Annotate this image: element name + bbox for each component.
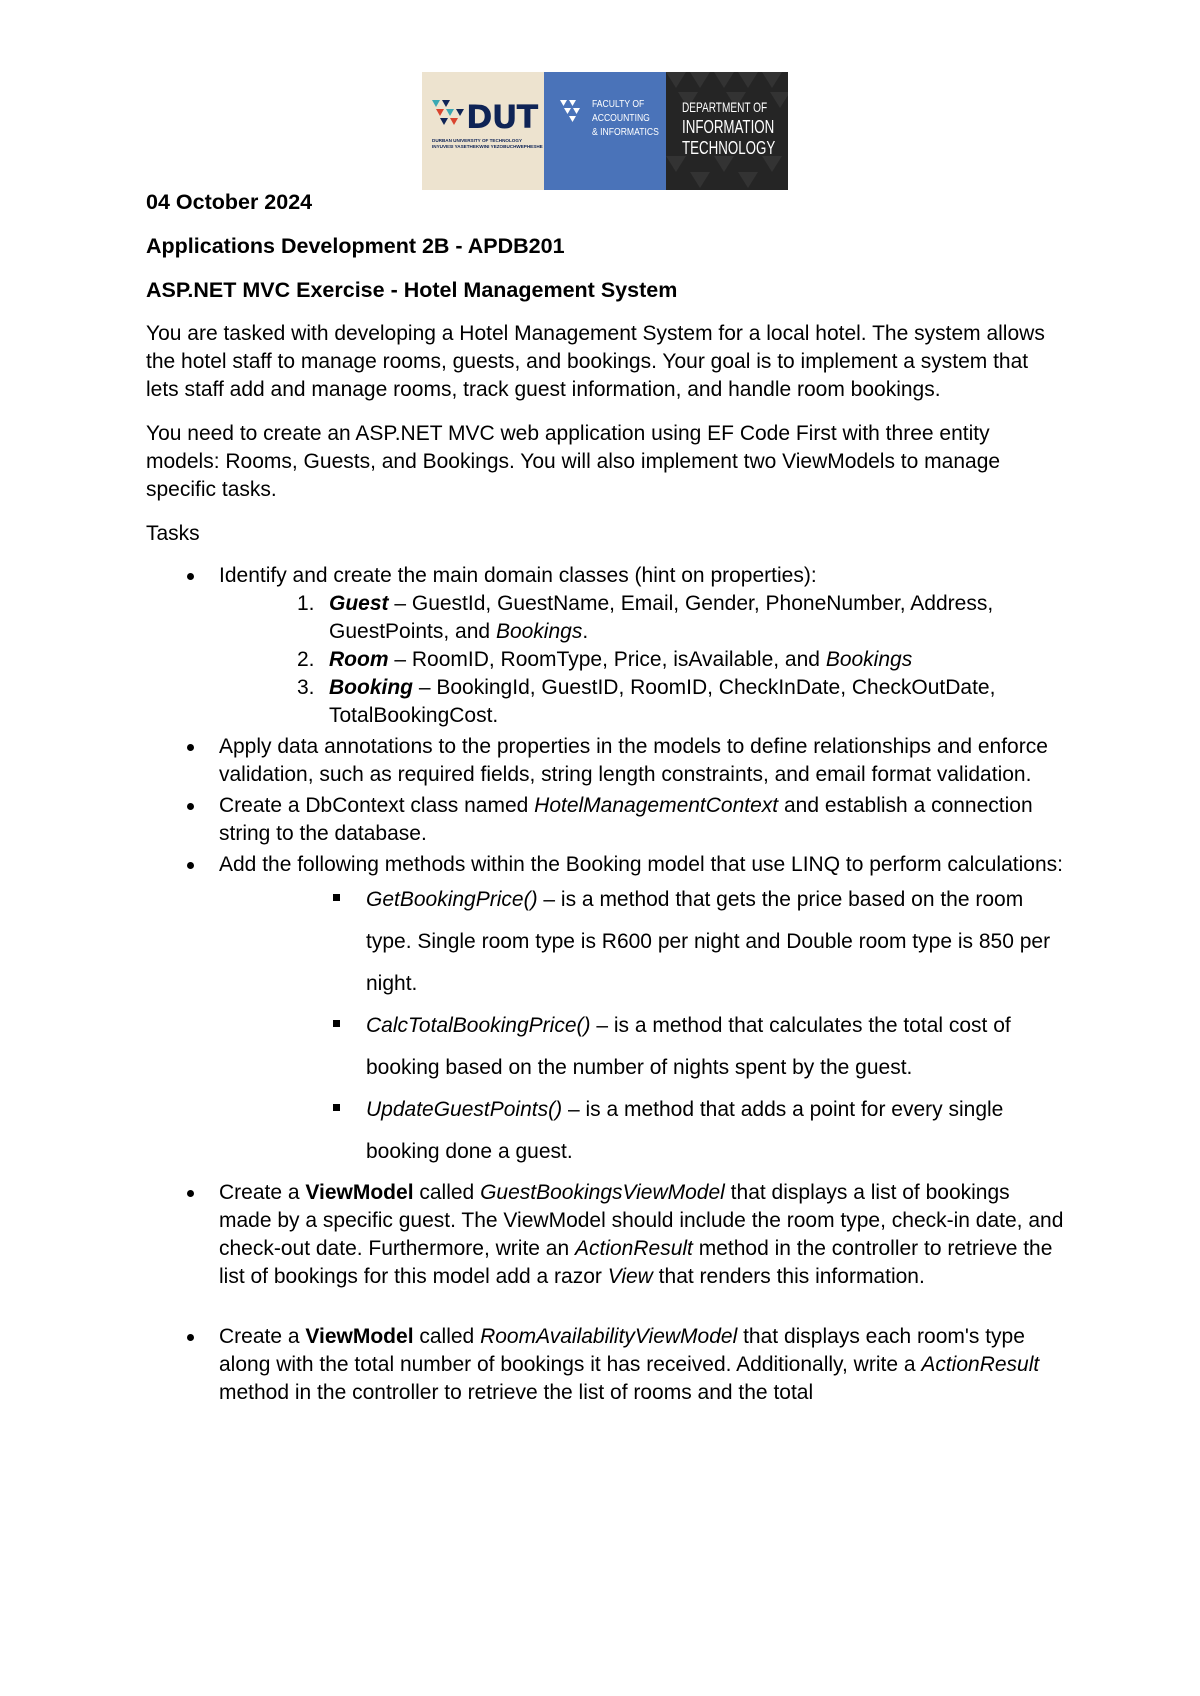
domain-class-list <box>219 590 1066 730</box>
task-data-annotations: Apply data annotations to the properties in the models to define relationships and enforce validation, such as required fields, string length constraints, and email format validation. <box>146 733 1066 789</box>
dut-subtitle: DURBAN UNIVERSITY OF TECHNOLOGY INYUVESI YASETHEKWINI YEZOBUCHWEPHESHE <box>432 138 543 149</box>
task-dbcontext: Create a DbContext class named HotelManagementContext and establish a connection string to the database. <box>146 792 1066 848</box>
method-list <box>219 879 1066 1173</box>
dut-banner <box>422 72 788 190</box>
department-panel <box>666 72 788 190</box>
task-linq-methods: Add the following methods within the Booking model that use LINQ to perform calculations: GetBookingPrice() – is a method that gets the price based on the room type. Single room type is R600 per night and Double room type is 850 per night. CalcTotalBookingPrice() – is a method that calculates the total cost of booking based on the number of nights spent by the guest. UpdateGuestPoints() – is a method that adds a point for every single booking done a guest. <box>146 851 1066 1173</box>
task-list <box>146 562 1066 1407</box>
faculty-triangles-icon <box>560 98 588 126</box>
task-room-availability-viewmodel: Create a ViewModel called RoomAvailabilityViewModel that displays each room's type along with the total number of bookings it has received. Additionally, write a ActionResult method in the controller to retrieve the list of rooms and the total <box>146 1323 1066 1407</box>
list-spacer <box>146 1294 1066 1320</box>
class-item-room: 2. Room – RoomID, RoomType, Price, isAvailable, and Bookings <box>297 648 913 671</box>
task-domain-classes: Identify and create the main domain classes (hint on properties): 1. Guest – GuestId, GuestName, Email, Gender, PhoneNumber, Address, GuestPoints, and Bookings. 2. Room – RoomID, RoomType, Price, isAvailable, and Bookings 3. Booking – BookingId, GuestID, RoomID, CheckInDate, CheckOutDate, TotalBookingCost. <box>146 562 1066 730</box>
exercise-title: ASP.NET MVC Exercise - Hotel Management System <box>146 278 678 302</box>
class-item-booking: 3. Booking – BookingId, GuestID, RoomID, CheckInDate, CheckOutDate, TotalBookingCost. <box>297 676 996 727</box>
dut-triangles-icon <box>432 98 466 132</box>
document-date: 04 October 2024 <box>146 190 313 214</box>
course-title: Applications Development 2B - APDB201 <box>146 234 565 258</box>
class-item-guest: 1. Guest – GuestId, GuestName, Email, Gender, PhoneNumber, Address, GuestPoints, and Bookings. <box>297 592 994 643</box>
method-item-update-points: UpdateGuestPoints() – is a method that adds a point for every single booking done a guest. <box>219 1089 1066 1173</box>
department-label: DEPARTMENT OF INFORMATION TECHNOLOGY <box>682 99 776 158</box>
task-guest-bookings-viewmodel: Create a ViewModel called GuestBookingsViewModel that displays a list of bookings made by a specific guest. The ViewModel should include the room type, check-in date, and check-out date. Furthermore, write an ActionResult method in the controller to retrieve the list of bookings for this model add a razor View that renders this information. <box>146 1179 1066 1291</box>
dut-wordmark: DUT <box>466 98 538 136</box>
dut-logo-panel <box>422 72 544 190</box>
method-item-calc-total: CalcTotalBookingPrice() – is a method that calculates the total cost of booking based on the number of nights spent by the guest. <box>219 1005 1066 1089</box>
intro-paragraph: You are tasked with developing a Hotel Management System for a local hotel. The system allows the hotel staff to manage rooms, guests, and bookings. Your goal is to implement a system that lets staff add and manage rooms, track guest information, and handle room bookings. <box>146 322 1045 401</box>
faculty-panel <box>544 72 666 190</box>
method-item-get-booking-price: GetBookingPrice() – is a method that gets the price based on the room type. Single room type is R600 per night and Double room type is 850 per night. <box>219 879 1066 1005</box>
document-body <box>146 188 1066 1410</box>
requirements-paragraph: You need to create an ASP.NET MVC web application using EF Code First with three entity models: Rooms, Guests, and Bookings. You will also implement two ViewModels to manage specific tasks. <box>146 422 1001 501</box>
faculty-label: FACULTY OF ACCOUNTING & INFORMATICS <box>592 98 659 138</box>
tasks-heading: Tasks <box>146 522 200 545</box>
